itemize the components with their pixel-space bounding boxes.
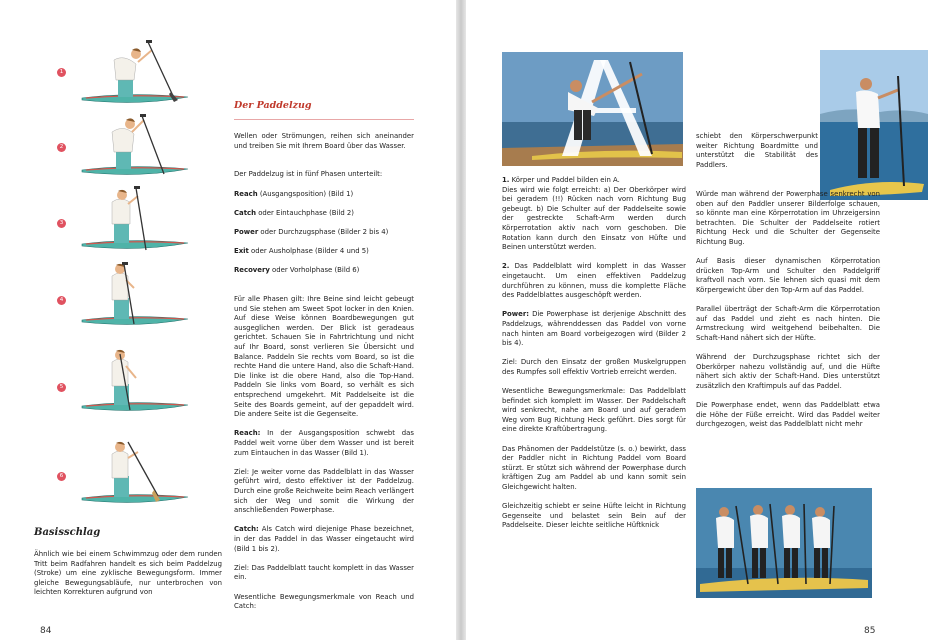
subheading-basisschlag: Basisschlag xyxy=(34,527,101,538)
paragraph-goal-catch: Ziel: Das Paddelblatt taucht komplett in das Wasser ein. xyxy=(234,563,414,582)
paragraph-hip-shift: Gleichzeitig schiebt er seine Hüfte leicht in Richtung Gegenseite und belastet sein Bein auf der Paddelseite. Dieser leichte seitliche Hüftknick xyxy=(502,502,686,530)
phase-exit: Exit oder Ausholphase (Bilder 4 und 5) xyxy=(234,247,369,256)
paragraph-features-reach-catch: Wesentliche Bewegungsmerkmale von Reach und Catch: xyxy=(234,592,414,611)
item-1: 1. Körper und Paddel bilden ein A. Dies wird wie folgt erreicht: a) Der Oberkörper wird bei geradem (!!) Rücken nach vorn Richtung Bug gebeugt. b) Die Schulter auf der Paddelseite sowie der gestreckte Schaft-Arm werden durch Körperrotation aktiv nach vorn geschoben. Die Rotation kann durch den Einsatz von Hüfte und Beinen unterstützt werden. xyxy=(502,176,686,252)
page-number-right: 85 xyxy=(864,626,876,636)
photo-paddler-sequence xyxy=(696,488,872,598)
paragraph-parallel: Parallel überträgt der Schaft-Arm die Körperrotation auf das Paddel und zieht es nach hinten. Die Armstreckung wird weitgehend beibehalten. Die Schaft-Hand nähert sich der Hüfte. xyxy=(696,305,880,342)
paragraph-body-basis: Auf Basis dieser dynamischen Körperrotation drücken Top-Arm und Schulter den Paddelgriff kraftvoll nach vorn. Sie lehnen sich quasi mit dem Körpergewicht über den Top-Arm auf das Paddel. xyxy=(696,257,880,294)
figure-number-3: 3 xyxy=(57,219,66,228)
left-page xyxy=(0,0,456,640)
figure-number-6: 6 xyxy=(57,472,66,481)
paragraph-reach: Reach: In der Ausgangsposition schwebt das Paddel weit vorne über dem Wasser und ist bereit zum Eintauchen in das Wasser (Bild 1). xyxy=(234,429,414,457)
right-page-column-2-lower xyxy=(696,190,880,439)
figure-number-4: 4 xyxy=(57,296,66,305)
phase-reach: Reach (Ausgangsposition) (Bild 1) xyxy=(234,189,354,198)
paddler-figure-power xyxy=(80,186,190,254)
right-page xyxy=(466,0,928,640)
paragraph-features-power: Wesentliche Bewegungsmerkmale: Das Paddelblatt befindet sich komplett im Wasser. Der Paddelschaft wird senkrecht, nahe am Board und auf geradem Weg vom Bug Richtung Heck geführt. Dies sorgt für eine direkte Kraftübertragung. xyxy=(502,387,686,434)
paragraph-rotation: Würde man während der Powerphase senkrecht von oben auf den Paddler unserer Bilderfolge schauen, so könnte man eine Körperrotation im Uhrzeigersinn betrachten. Die Schulter der Paddelseite rotiert Richtung Heck und die Schulter der Gegenseite Richtung Bug. xyxy=(696,190,880,246)
phases-intro: Der Paddelzug ist in fünf Phasen unterteilt: xyxy=(234,170,383,179)
paragraph-paddle-support: Das Phänomen der Paddelstütze (s. o.) bewirkt, dass der Paddler nicht in Richtung Paddel vom Board stürzt. Er stützt sich während der Powerphase durch kräftigen Zug am Paddel ab und kann somit sein Gleichgewicht halten. xyxy=(502,444,686,491)
section-heading-paddelzug: Der Paddelzug xyxy=(234,100,312,111)
figure-number-2: 2 xyxy=(57,143,66,152)
left-page-column-text xyxy=(234,132,414,621)
paragraph-power: Power: Die Powerphase ist derjenige Abschnitt des Paddelzugs, währenddessen das Paddel von vorne nach hinten am Board vorbeigezogen wird (Bilder 2 bis 4). xyxy=(502,310,686,348)
paragraph-durchzug: Während der Durchzugsphase richtet sich der Oberkörper nahezu vollständig auf, und die Hüfte nähert sich aktiv der Schaft-Hand. Dies unterstützt zusätzlich den Kraftimpuls auf das Paddel. xyxy=(696,353,880,390)
paragraph-continuation: schiebt den Körperschwerpunkt weiter Richtung Boardmitte und unterstützt die Stabilität des Paddlers. xyxy=(696,132,818,169)
right-page-column-1 xyxy=(502,176,686,541)
page-number-left: 84 xyxy=(40,626,52,636)
phases-list xyxy=(234,161,414,286)
phase-catch: Catch oder Eintauchphase (Bild 2) xyxy=(234,208,354,217)
paragraph-all-phases: Für alle Phasen gilt: Ihre Beine sind leicht gebeugt und Sie stehen am Sweet Spot locker in den Knien. Auf diese Weise können Boardbewegungen gut ausgeglichen werden. Der Blick ist geradeaus gerichtet. Schauen Sie in Fahrtrichtung und nicht auf Ihr Board, sonst verlieren Sie Übersicht und Balance. Paddeln Sie rechts vom Board, so ist die rechte Hand die untere Hand, also die Schaft-Hand. Die linke ist die obere Hand, also die Top-Hand. Paddeln Sie links vom Board, so verhält es sich entsprechend umgekehrt. Mit Paddelseite ist die Seite des Boards gemeint, auf der gepaddelt wird. Die andere Seite ist die Gegenseite. xyxy=(234,295,414,419)
paddler-figure-exit xyxy=(80,262,190,330)
photo-body-a-shape xyxy=(502,52,683,166)
paragraph-waves: Wellen oder Strömungen, reihen sich aneinander und treiben Sie mit Ihrem Board über das Wasser. xyxy=(234,132,414,150)
figure-number-5: 5 xyxy=(57,383,66,392)
figure-number-1: 1 xyxy=(57,68,66,77)
paddler-figure-exit-late xyxy=(80,348,190,416)
phase-power: Power oder Durchzugsphase (Bilder 2 bis 4) xyxy=(234,227,389,236)
book-gutter xyxy=(456,0,466,640)
paragraph-goal-reach: Ziel: Je weiter vorne das Paddelblatt in das Wasser geführt wird, desto effektiver ist der Paddelzug. Durch eine große Reichweite beim Reach verlängert sich der Weg und somit die Wirkung der anschließenden Powerphase. xyxy=(234,467,414,515)
paddler-figure-catch xyxy=(80,112,190,180)
phase-recovery: Recovery oder Vorholphase (Bild 6) xyxy=(234,266,360,275)
photo-paddler-standing xyxy=(820,50,928,200)
paddler-figure-recovery xyxy=(80,436,190,508)
intro-paragraph: Ähnlich wie bei einem Schwimmzug oder dem runden Tritt beim Radfahren handelt es sich beim Paddelzug (Stroke) um eine zyklische Bewegungsform. Immer gleiche Bewegungsabläufe, nur unterbrochen von leichten Korrekturen aufgrund von xyxy=(34,550,222,597)
heading-rule xyxy=(234,119,414,120)
paragraph-power-ends: Die Powerphase endet, wenn das Paddelblatt etwa die Höhe der Füße erreicht. Wird das Paddel weiter durchgezogen, weist das Paddelblatt nicht mehr xyxy=(696,401,880,429)
paragraph-goal-power: Ziel: Durch den Einsatz der großen Muskelgruppen des Rumpfes soll effektiv Vortrieb erreicht werden. xyxy=(502,358,686,376)
right-page-column-2 xyxy=(696,132,818,180)
paddler-figure-reach xyxy=(80,40,190,108)
item-2: 2. Das Paddelblatt wird komplett in das Wasser eingetaucht. Um einen effektiven Paddelzug durchführen zu können, muss die komplette Fläche des Paddelblattes ausgeschöpft werden. xyxy=(502,262,686,300)
paragraph-catch: Catch: Als Catch wird diejenige Phase bezeichnet, in der das Paddel in das Wasser eingetaucht wird (Bild 1 bis 2). xyxy=(234,525,414,553)
